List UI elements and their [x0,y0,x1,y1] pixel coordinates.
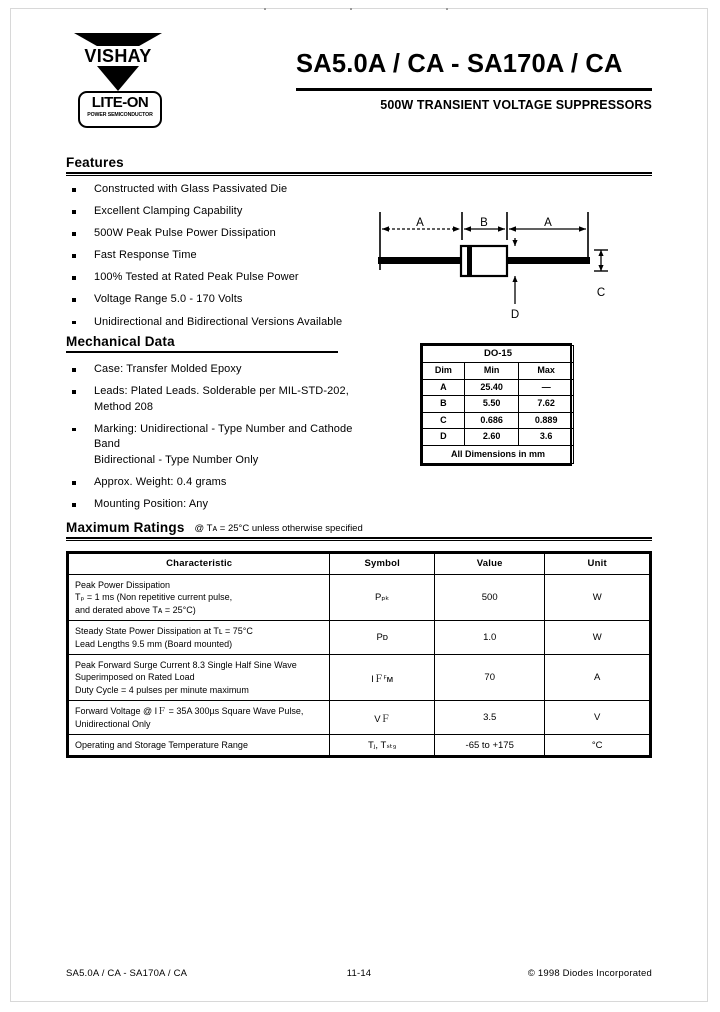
dim-table-header-row [423,363,574,380]
max-ratings-divider-thin [66,540,652,541]
rating-value: 500 [435,575,545,621]
features-divider [66,172,652,174]
feature-item-text: Excellent Clamping Capability [94,205,243,218]
dimensions-table-container [420,343,572,466]
feature-item-text: 500W Peak Pulse Power Dissipation [94,227,276,240]
dim-table-cell-max: — [519,379,574,396]
mechanical-data-list [66,362,366,519]
dim-table-row [423,396,574,413]
do15-package-svg [372,200,652,325]
mechanical-item-text: Case: Transfer Molded Epoxy [94,363,242,375]
liteon-logo-box [78,91,162,128]
max-ratings-table-container [66,551,652,758]
page-title: SA5.0A / CA - SA170A / CA [296,50,623,78]
dim-table-title-row [423,346,574,363]
do15-dimensions-table [422,345,574,464]
features-heading: Features [66,155,124,170]
mechanical-item-text: Marking: Unidirectional - Type Number and Cathode Band [94,422,353,451]
rating-unit: V [545,701,650,735]
features-divider-thin [66,175,652,176]
max-ratings-header-cell: Characteristic [69,554,330,575]
mechanical-item [66,384,366,415]
feature-item [66,248,366,264]
dim-table-row [423,429,574,446]
dim-table-row [423,412,574,429]
page-header [0,0,720,150]
mechanical-item-text: Mounting Position: Any [94,498,209,511]
footer-part-number: SA5.0A / CA - SA170A / CA [66,968,188,979]
rating-value: 70 [435,655,545,701]
rating-symbol: Tⱼ, Tₛₜ₉ [330,735,435,756]
feature-item [66,292,366,308]
rating-characteristic: Peak Power Dissipation Tₚ = 1 ms (Non repetitive current pulse, and derated above Tᴀ = 25°C) [69,575,330,621]
features-section-header [66,155,652,176]
max-ratings-divider [66,537,652,539]
dim-table-cell-min: 5.50 [464,396,519,413]
dim-table-cell-max: 3.6 [519,429,574,446]
svg-text:C: C [596,287,606,299]
svg-text:A: A [416,217,424,229]
rating-symbol: VＦ [330,701,435,735]
footer-copyright: © 1998 Diodes Incorporated [527,968,652,979]
rating-unit: °C [545,735,650,756]
rating-unit: A [545,655,650,701]
liteon-tagline: POWER SEMICONDUCTOR [87,112,153,118]
package-outline-drawing [372,200,652,325]
feature-item [66,204,366,220]
mechanical-item [66,362,366,378]
feature-item [66,226,366,242]
mechanical-item [66,475,366,491]
dim-table-cell-min: 2.60 [464,429,519,446]
rating-value: 3.5 [435,701,545,735]
max-ratings-row [69,735,650,756]
rating-unit: W [545,621,650,655]
footer-page-number: 11-14 [346,968,372,979]
liteon-wordmark: LITE-ON [91,94,149,111]
rating-value: 1.0 [435,621,545,655]
dim-table-cell-max: 0.889 [519,412,574,429]
feature-item-text: Voltage Range 5.0 - 170 Volts [94,293,243,306]
page-footer [66,968,652,979]
dim-table-cell-dim: A [423,379,465,396]
mechanical-item [66,422,366,469]
max-ratings-row [69,701,650,735]
svg-text:A: A [544,217,552,229]
dim-table-cell-min: 25.40 [464,379,519,396]
dim-table-header-cell: Max [519,363,574,380]
rating-symbol: Pᴅ [330,621,435,655]
dim-table-cell-min: 0.686 [464,412,519,429]
mechanical-item-text: Approx. Weight: 0.4 grams [94,476,227,489]
feature-item-text: Constructed with Glass Passivated Die [94,183,288,195]
max-ratings-table [68,553,650,756]
mechanical-item-text: Leads: Plated Leads. Solderable per MIL-STD-202, Method 208 [94,385,349,413]
dim-table-row [423,379,574,396]
mechanical-divider [66,351,338,353]
rating-characteristic: Operating and Storage Temperature Range [69,735,330,756]
feature-item [66,270,366,286]
rating-value: -65 to +175 [435,735,545,756]
feature-item [66,182,366,198]
dim-table-cell-dim: B [423,396,465,413]
dim-table-units-note: All Dimensions in mm [423,445,574,463]
title-divider [296,88,652,91]
feature-item-text: Fast Response Time [94,249,197,262]
dim-table-cell-max: 7.62 [519,396,574,413]
max-ratings-header-cell: Symbol [330,554,435,575]
dim-table-footer-row [423,445,574,463]
svg-text:B: B [480,217,488,229]
feature-item-text: 100% Tested at Rated Peak Pulse Power [94,271,299,284]
max-ratings-section-header [66,520,652,541]
rating-characteristic: Steady State Power Dissipation at Tʟ = 75°C Lead Lengths 9.5 mm (Board mounted) [69,621,330,655]
max-ratings-heading: Maximum Ratings [66,520,185,535]
vishay-wordmark: VISHAY [84,46,152,66]
max-ratings-condition: @ Tᴀ = 25°C unless otherwise specified [194,523,363,534]
mechanical-heading: Mechanical Data [66,334,175,349]
rating-characteristic: Peak Forward Surge Current 8.3 Single Half Sine Wave Superimposed on Rated Load Duty Cycle = 4 pulses per minute maximum [69,655,330,701]
rating-unit: W [545,575,650,621]
max-ratings-header-cell: Value [435,554,545,575]
dim-table-header-cell: Min [464,363,519,380]
dim-table-cell-dim: D [423,429,465,446]
max-ratings-row [69,575,650,621]
dim-table-package-name: DO-15 [423,346,574,363]
rating-characteristic: Forward Voltage @ IＦ = 35A 300µs Square Wave Pulse, Unidirectional Only [69,701,330,735]
max-ratings-row [69,621,650,655]
max-ratings-row [69,655,650,701]
vishay-liteon-logo [72,33,164,118]
rating-symbol: IＦꟳᴍ [330,655,435,701]
vishay-triangle-lower-icon [97,66,139,91]
svg-text:D: D [510,309,520,321]
mechanical-item-text: Bidirectional - Type Number Only [94,453,259,466]
feature-item [66,315,366,331]
dim-table-header-cell: Dim [423,363,465,380]
feature-item-text: Unidirectional and Bidirectional Versions Available [94,315,343,328]
max-ratings-header-row [69,554,650,575]
max-ratings-header-cell: Unit [545,554,650,575]
mechanical-item [66,497,366,513]
page-subtitle: 500W TRANSIENT VOLTAGE SUPPRESSORS [380,98,652,112]
dim-table-cell-dim: C [423,412,465,429]
vishay-triangle-icon [72,33,164,66]
rating-symbol: Pₚₖ [330,575,435,621]
features-list [66,182,366,337]
mechanical-section-header [66,334,338,353]
